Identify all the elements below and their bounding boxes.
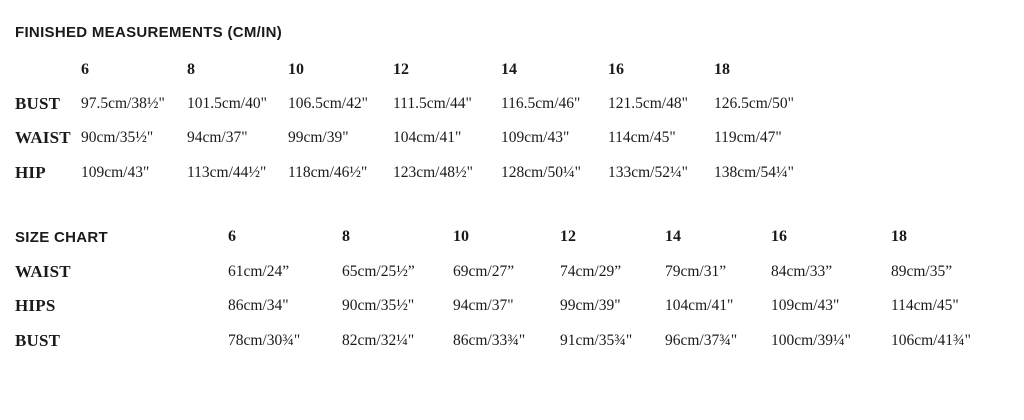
finished-hip-size-18: 138cm/54¼" <box>714 164 794 181</box>
size-chart-size-8: 8 <box>342 228 350 245</box>
size-chart-title: SIZE CHART <box>15 229 108 246</box>
finished-waist-size-14: 109cm/43" <box>501 129 570 146</box>
finished-bust-size-8: 101.5cm/40" <box>187 95 267 112</box>
finished-hip-size-6: 109cm/43" <box>81 164 150 181</box>
size-chart-hips-size-8: 90cm/35½" <box>342 297 415 314</box>
finished-hip-size-12: 123cm/48½" <box>393 164 473 181</box>
size-chart-size-14: 14 <box>665 228 681 245</box>
finished-bust-size-12: 111.5cm/44" <box>393 95 472 112</box>
finished-row-label-hip: HIP <box>15 163 46 182</box>
size-chart-waist-size-6: 61cm/24” <box>228 263 290 280</box>
size-chart-waist-size-10: 69cm/27” <box>453 263 515 280</box>
size-chart-bust-size-8: 82cm/32¼" <box>342 332 415 349</box>
finished-row-label-bust: BUST <box>15 94 61 113</box>
finished-size-12: 12 <box>393 61 409 78</box>
finished-bust-size-10: 106.5cm/42" <box>288 95 368 112</box>
finished-bust-size-14: 116.5cm/46" <box>501 95 581 112</box>
finished-waist-size-12: 104cm/41" <box>393 129 462 146</box>
finished-measurements-title: FINISHED MEASUREMENTS (CM/IN) <box>15 24 283 41</box>
size-chart-waist-size-16: 84cm/33” <box>771 263 833 280</box>
finished-waist-size-8: 94cm/37" <box>187 129 248 146</box>
finished-bust-size-16: 121.5cm/48" <box>608 95 688 112</box>
size-chart-bust-size-12: 91cm/35¾" <box>560 332 633 349</box>
finished-waist-size-10: 99cm/39" <box>288 129 349 146</box>
size-chart-bust-size-10: 86cm/33¾" <box>453 332 526 349</box>
size-chart-size-10: 10 <box>453 228 469 245</box>
size-chart-waist-size-14: 79cm/31” <box>665 263 727 280</box>
size-chart-hips-size-14: 104cm/41" <box>665 297 734 314</box>
size-chart-hips-size-10: 94cm/37" <box>453 297 514 314</box>
finished-waist-size-6: 90cm/35½" <box>81 129 154 146</box>
size-chart-size-12: 12 <box>560 228 576 245</box>
size-chart-size-16: 16 <box>771 228 787 245</box>
size-chart-waist-size-8: 65cm/25½” <box>342 263 415 280</box>
finished-size-14: 14 <box>501 61 517 78</box>
finished-size-8: 8 <box>187 61 195 78</box>
finished-hip-size-14: 128cm/50¼" <box>501 164 581 181</box>
size-chart-hips-size-18: 114cm/45" <box>891 297 959 314</box>
finished-size-18: 18 <box>714 61 730 78</box>
size-chart-size-18: 18 <box>891 228 907 245</box>
finished-size-16: 16 <box>608 61 624 78</box>
finished-size-10: 10 <box>288 61 304 78</box>
size-chart-bust-size-18: 106cm/41¾" <box>891 332 971 349</box>
finished-waist-size-16: 114cm/45" <box>608 129 676 146</box>
finished-hip-size-16: 133cm/52¼" <box>608 164 688 181</box>
size-chart-waist-size-12: 74cm/29” <box>560 263 622 280</box>
size-chart-waist-size-18: 89cm/35” <box>891 263 953 280</box>
finished-hip-size-8: 113cm/44½" <box>187 164 267 181</box>
finished-bust-size-18: 126.5cm/50" <box>714 95 794 112</box>
size-chart-bust-size-6: 78cm/30¾" <box>228 332 301 349</box>
size-chart-row-label-hips: HIPS <box>15 296 56 315</box>
size-chart-hips-size-6: 86cm/34" <box>228 297 289 314</box>
finished-hip-size-10: 118cm/46½" <box>288 164 368 181</box>
size-chart-row-label-bust: BUST <box>15 331 61 350</box>
size-chart-size-6: 6 <box>228 228 236 245</box>
size-chart-hips-size-12: 99cm/39" <box>560 297 621 314</box>
finished-size-6: 6 <box>81 61 89 78</box>
size-chart-bust-size-16: 100cm/39¼" <box>771 332 851 349</box>
size-chart-bust-size-14: 96cm/37¾" <box>665 332 738 349</box>
size-chart-hips-size-16: 109cm/43" <box>771 297 840 314</box>
finished-row-label-waist: WAIST <box>15 128 71 147</box>
finished-bust-size-6: 97.5cm/38½" <box>81 95 165 112</box>
size-chart-row-label-waist: WAIST <box>15 262 71 281</box>
finished-waist-size-18: 119cm/47" <box>714 129 782 146</box>
